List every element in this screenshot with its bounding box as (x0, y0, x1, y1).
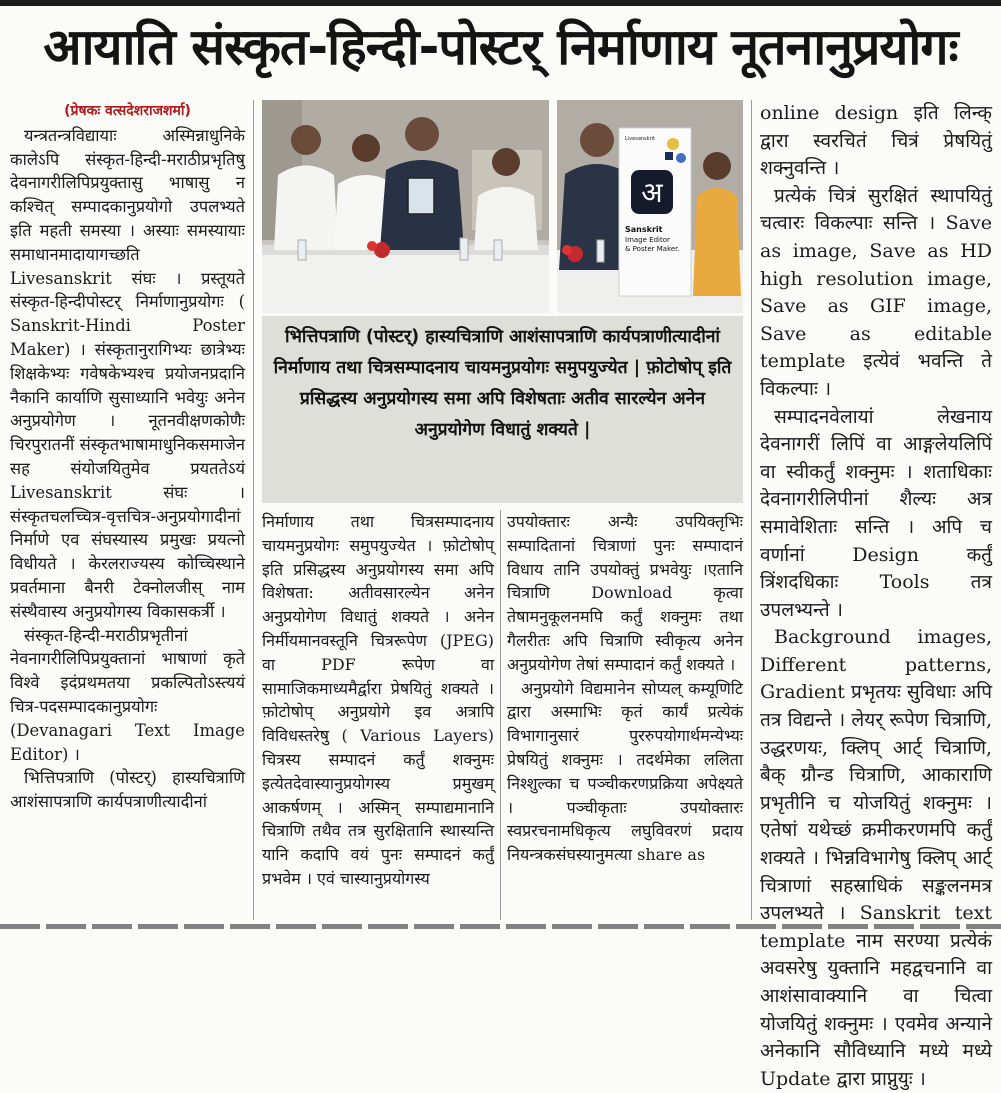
paragraph: यन्त्रतन्त्रविद्यायाः अस्मिन्नाधुनिके कालेऽपि संस्कृत-हिन्दी-मराठीप्रभृतिषु देवनागरीलिपिप्रयुक्तासु भाषासु न कश्चित् सम्पादकानुप्रयोगो उपलभ्यते इति महती समस्या । अस्याः समस्यायाः समाधानमादायागच्छति Livesanskrit संघः । प्रस्तूयते संस्कृत-हिन्दीपोस्टर् निर्माणानुप्रयोगः ( Sanskrit-Hindi Poster Maker) । संस्कृतानुरागिभ्यः छात्रेभ्यः शिक्षकेभ्यः गवेषकेभ्यश्च प्रयोजनप्रदानि नैकानि कार्याणि सुसाध्यानि भवेयुः अनेन अनुप्रयोगेण । नूतनवीक्षणकोणैः चिरपुरातनीं संस्कृतभाषामाधुनिकसमाजेन सह संयोजयितुमेव प्रयततेऽयं Livesanskrit संघः । संस्कृतचलच्चित्र-वृत्तचित्र-अनुप्रयोगादीनां निर्माणे एव संघस्यास्य प्रमुखः प्रयत्नो विधीयते । केरलराज्यस्य कोच्चिस्थाने प्रवर्तमाना बैनरी टेक्नोलजीस् नाम संस्थैवास्य अनुप्रयोगस्य विकासकर्त्री । (10, 125, 245, 621)
column-divider (253, 100, 254, 920)
column-divider (500, 510, 501, 920)
paragraph: online design इति लिन्क् द्वारा स्वरचितं चित्रं प्रेषयितुं शक्नुवन्ति । (760, 102, 992, 180)
paragraph: सम्पादनवेलायां लेखनाय देवनागरीं लिपिं वा आङ्गलेयलिपिं वा स्वीकर्तुं शक्नुमः । शताधिकाः देवनागरीलिपीनां शैल्यः अत्र समावेशिताः सन्ति । अपि च वर्णानां Design कर्तुं त्रिंशदधिकाः Tools तत्र उपलभ्यन्ते । (760, 405, 992, 621)
sign-brand: Livesanskrit (625, 136, 655, 142)
byline: (प्रेषकः वत्सदेशराजशर्मा) (64, 103, 191, 119)
paragraph: उपयोक्तारः अन्यैः उपयिक्तृभिः सम्पादितानां चित्राणां पुनः सम्पादानं विधाय तानि उपयोक्तुं प्रभवेयुः ।एतानि चित्राणि Download कृत्वा तेषामनुकूलनमपि कर्तुं शक्नुमः तथा गैलरीतः अपि चित्राणि स्वीकृत्य अनेन अनुप्रयोगेण तेषां सम्पादानं कर्तुं शक्यते । (507, 512, 743, 674)
headline: आयाति संस्कृत-हिन्दी-पोस्टर् निर्माणाय नूतनानुप्रयोगः (43, 18, 958, 76)
event-photo-drawing (557, 100, 743, 313)
article-column-3 (507, 510, 743, 922)
paragraph: प्रत्येकं चित्रं सुरक्षितं स्थापयितुं चत्वारः विकल्पाः सन्ति । Save as image, Save as HD high resolution image, Save as GIF image, Save as editable template इत्येवं भवन्ति ते विकल्पाः । (760, 184, 992, 400)
event-photo-right (557, 100, 743, 313)
sign-title-line2: Image Editor (625, 236, 670, 244)
paragraph: भित्तिपत्राणि (पोस्टर्) हास्यचित्राणि आशंसापत्राणि कार्यपत्राणीत्यादीनां (10, 768, 245, 812)
pull-quote: भित्तिपत्राणि (पोस्टर्) हास्यचित्राणि आशंसापत्राणि कार्यपत्राणीत्यादीनां निर्माणाय तथा चित्रसम्पादनाय चायमनुप्रयोगः समुपयुज्येत | फ़ोटोषोप् इति प्रसिद्धस्य अनुप्रयोगस्य समा अपि विशेषताः अतीव सारल्येन अनेन अनुप्रयोगेण विधातुं शक्यते | (262, 316, 743, 503)
paragraph: Background images, Different patterns, Gradient प्रभृतयः सुविधाः अपि तत्र विद्यन्ते । लेयर् रूपेण चित्राणि, उद्धरणयः, क्लिप् आर्ट् चित्राणि, बैक् ग्रौन्ड चित्राणि, आकाराणि प्रभृतीनि च योजयितुं शक्नुमः । एतेषां यथेच्छं क्रमीकरणमपि कर्तुं शक्यते । भिन्नविभागेषु क्लिप् आर्ट् चित्राणां सहस्राधिकं सङ्कलनमत्र उपलभ्यते । Sanskrit text template नाम सरण्या प्रत्येकं अवसरेषु युक्तानि महद्वचनानि वा आशंसावाक्यानि वा चित्वा योजयितुं शक्नुमः । एवमेव अन्याने अनेकानि सौविध्यानि मध्ये मध्ये Update द्वारा प्राप्नुयुः । (760, 626, 992, 1090)
sign-title-line3: & Poster Maker. (625, 245, 680, 253)
column-divider (751, 100, 752, 920)
paragraph: निर्माणाय तथा चित्रसम्पादनाय चायमनुप्रयोगः समुपयुज्येत । फ़ोटोषोप् इति प्रसिद्धस्य अनुप्रयोगस्य समा अपि विशेषता: अतीवसारल्येन अनेन अनुप्रयोगेण विधातुं शक्यते । अनेन निर्मीयमानवस्तूनि चित्ररूपेण (JPEG) वा PDF रूपेण वा सामाजिकमाध्यमैर्द्वारा प्रेषयितुं शक्यते । फ़ोटोषोप् अनुप्रयोगे इव अत्रापि विविधस्तरेषु ( Various Layers) चित्रस्य सम्पादनं कर्तुं शक्नुमः इत्येतदेवास्यानुप्रयोगस्य प्रमुखम् आकर्षणम् । अस्मिन् सम्पाद्यमानानि चित्राणि तथैव तत्र सुरक्षितानि स्थास्यन्ति यानि कदापि वयं पुनः सम्पादनं कर्तुं प्रभवेम । एवं चास्यानुप्रयोगस्य (262, 512, 494, 888)
event-photo-left (262, 100, 549, 313)
event-photo-drawing (262, 100, 549, 313)
article-column-1 (10, 100, 245, 922)
bottom-rule (0, 924, 1001, 929)
article-column-4 (760, 100, 992, 1090)
sign-title-line1: Sanskrit (625, 225, 663, 234)
svg-text:अ: अ (641, 176, 663, 209)
article-column-2 (262, 510, 494, 922)
paragraph: संस्कृत-हिन्दी-मराठीप्रभृतीनां नेवनागरीलिपिप्रयुक्तानां भाषाणां कृते विश्वे इदंप्रथमतया प्रकल्पितोऽस्त्ययं चित्र-पदसम्पादकानुप्रयोगः (Devanagari Text Image Editor) । (10, 625, 245, 764)
paragraph: अनुप्रयोगे विद्यमानेन सोप्यल् कम्यूणिटि द्वारा अस्माभिः कृतं कार्यं प्रत्येकं विभागानुसारं पुररुपयोगार्थमन्येभ्यः प्रेषयितुं शक्नुमः । तदर्थमेका ललिता निश्शुल्का च पञ्चीकरणप्रक्रिया अपेक्ष्यते । पञ्चीकृताः उपयोक्तारः स्वप्ररचनामधिकृत्य लघुविवरणं प्रदाय नियन्त्रकसंघस्यानुमत्या share as (507, 678, 743, 865)
